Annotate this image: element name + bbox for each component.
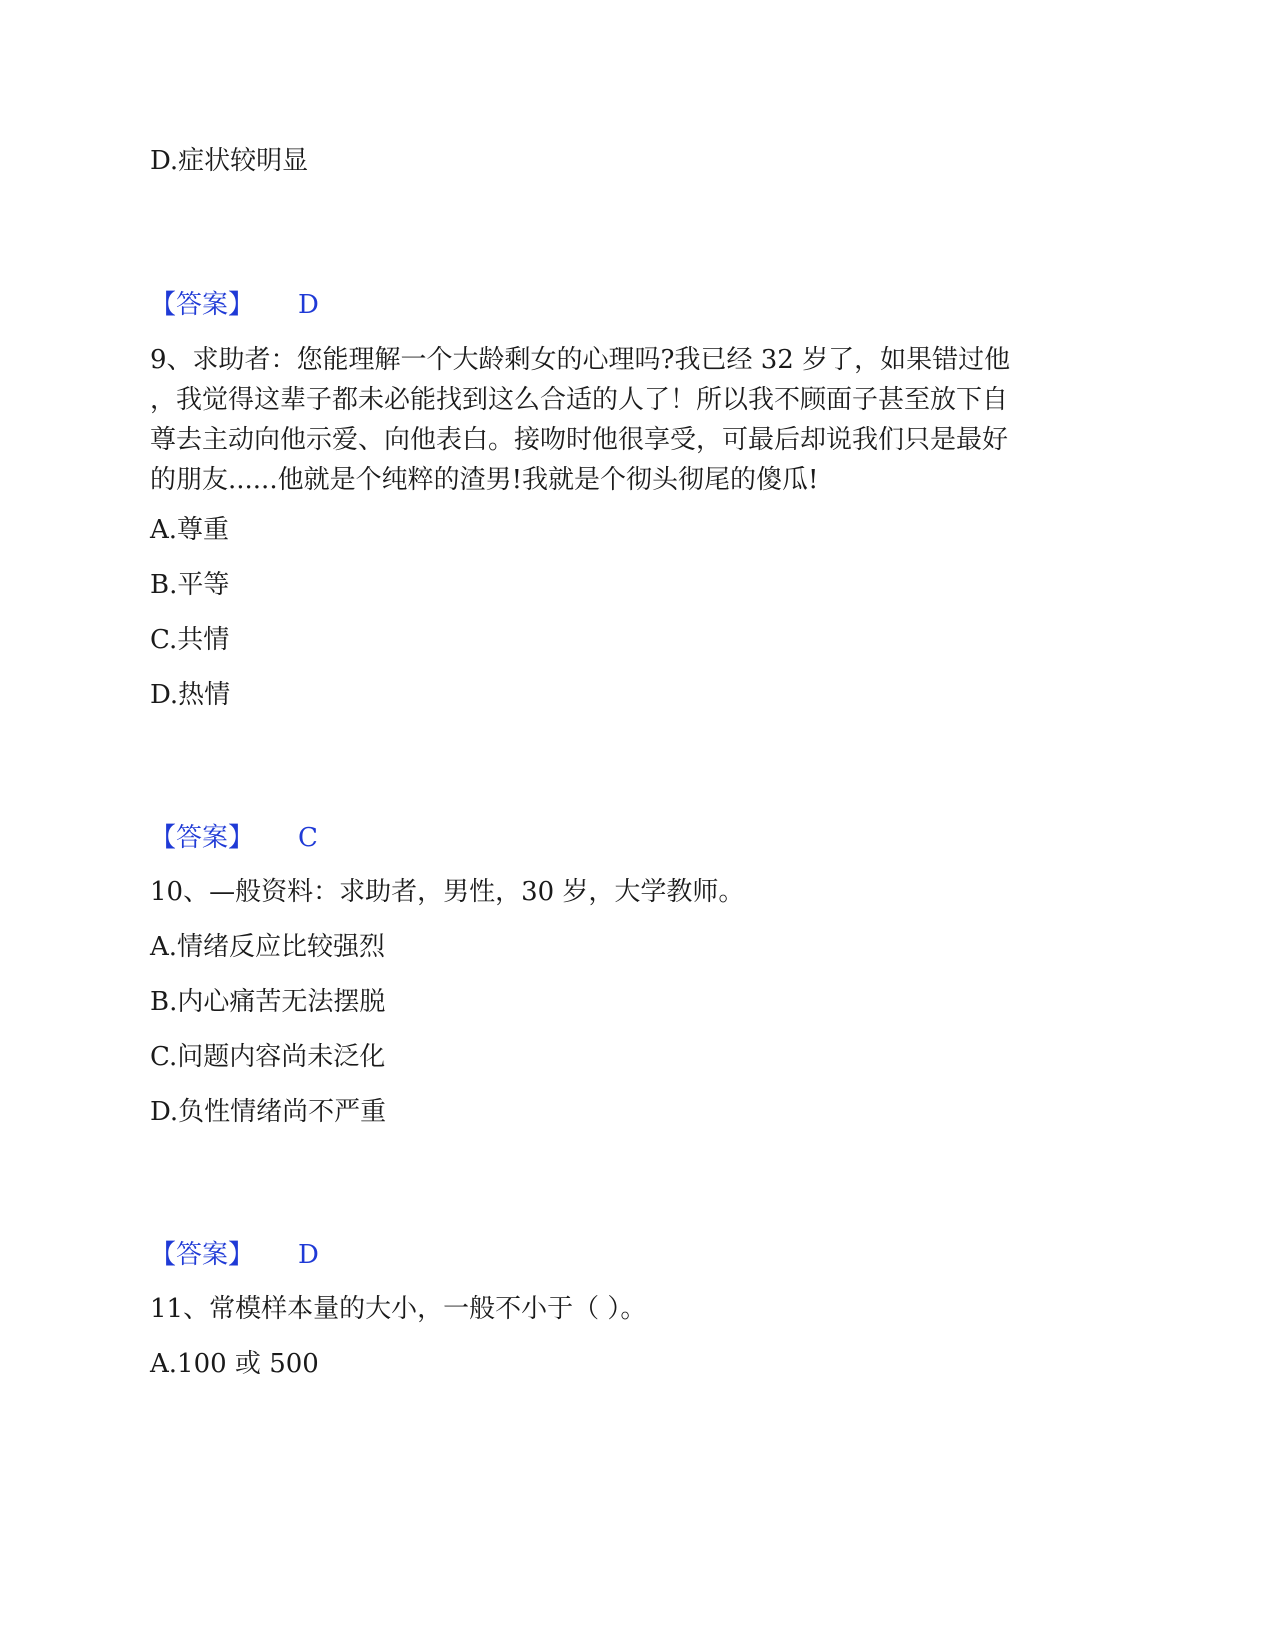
q10-option-d: D.负性情绪尚不严重 — [150, 1097, 387, 1127]
q9-option-d: D.热情 — [150, 680, 231, 710]
q9-option-b: B.平等 — [150, 570, 230, 600]
stem-line: ，我觉得这辈子都未必能找到这么合适的人了！所以我不顾面子甚至放下自 — [150, 385, 1009, 415]
q10-option-b: B.内心痛苦无法摆脱 — [150, 987, 386, 1017]
stem-line: 9、求助者：您能理解一个大龄剩女的心理吗?我已经 32 岁了，如果错过他 — [150, 345, 1011, 375]
answer-line — [150, 1240, 319, 1270]
answer-line — [150, 823, 318, 853]
q10-option-c: C.问题内容尚未泛化 — [150, 1042, 386, 1072]
stem-line: 的朋友......他就是个纯粹的渣男!我就是个彻头彻尾的傻瓜! — [150, 465, 819, 495]
question-10-stem: 10、—般资料：求助者，男性，30 岁，大学教师。 — [150, 877, 745, 907]
question-9-stem — [150, 340, 1110, 500]
answer-value: D — [298, 290, 319, 320]
answer-line — [150, 290, 319, 320]
answer-label: 【答案】 — [150, 1240, 255, 1270]
q11-option-a: A.100 或 500 — [150, 1349, 319, 1379]
q9-option-c: C.共情 — [150, 625, 230, 655]
q10-option-a: A.情绪反应比较强烈 — [150, 932, 386, 962]
answer-label: 【答案】 — [150, 823, 255, 853]
answer-label: 【答案】 — [150, 290, 255, 320]
stem-line: 尊去主动向他示爱、向他表白。接吻时他很享受，可最后却说我们只是最好 — [150, 425, 1009, 455]
option-d: D.症状较明显 — [150, 146, 309, 176]
answer-value: C — [298, 823, 318, 853]
answer-value: D — [298, 1240, 319, 1270]
q9-option-a: A.尊重 — [150, 515, 230, 545]
question-11-stem: 11、常模样本量的大小，一般不小于（ ）。 — [150, 1294, 647, 1324]
